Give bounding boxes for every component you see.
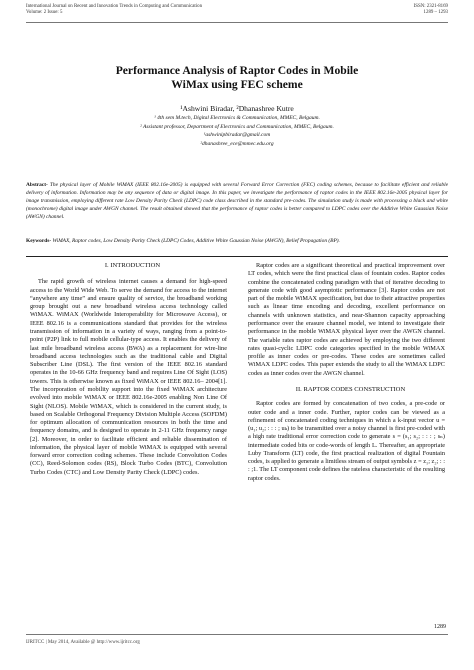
affiliation-block: [40, 114, 434, 148]
author-email-2: ²dhanashree_ece@mmec.edu.org: [200, 140, 274, 147]
journal-name: International Journal on Recent and Innovation Trends in Computing and Communication: [26, 4, 203, 9]
header-rule: [26, 22, 448, 23]
keywords-text: WiMAX, Raptor codes, Low Density Parity Check (LDPC) Codes, Additive White Gaussian Noise (AWGN), Belief Propagation (BP).: [51, 238, 340, 244]
page-number: 1289: [434, 624, 446, 630]
raptor-intro-paragraph: Raptor codes are a significant theoretical and practical improvement over LT codes, which were the first practical class of fountain codes. Raptor codes combine the concatenated coding paradigm with that of iterative decoding to generate code with good asymptotic performance [3]. Raptor codes are not part of the mobile WiMAX specification, but due to their attractive properties such as linear time encoding and decoding, excellent performance on channels with unknown statistics, and near-Shannon capacity approaching performance over the erasure channel model, we intend to investigate their performance in the mobile WiMAX physical layer over the AWGN channel. The variable rates raptor codes are achieved by employing the two different rates quasi-cyclic LDPC code categories specified in the mobile WiMAX profile as inner codes or pre-codes. These codes are sometimes called WiMAX LDPC codes. This paper extends the study to all the WiMAX LDPC codes as inner codes over the AWGN channel.: [248, 262, 445, 377]
abstract-text: The physical layer of Mobile WiMAX (IEEE 802.16e-2005) is equipped with several Forward Error Correction (FEC) coding schemes, because to facilitate efficient and reliable delivery of information. Information may be any sequence of data or digital image. In this paper, we investigate the performance of raptor codes in the IEEE 802.16e-2005 physical layer for image transmission, employing different rate Low Density Parity Check (LDPC) code class described in the standard pre-codes. The simulation study is made with processing a black and white (monochrome) digital image under AWGN channel. The result obtained showed that the performance of raptor codes is better compared to LDPC codes over the Additive White Gaussian Noise (AWGN) channel.: [26, 182, 448, 220]
running-header-right: [414, 4, 448, 16]
journal-issn: ISSN: 2321-8169: [413, 4, 448, 9]
raptor-construction-paragraph: Raptor codes are formed by concatenation of two codes, a pre-code or outer code and a inner code. Further, raptor codes can be viewed as a refinement of concatenated coding techniques in which a k-input vector u = (u₁; u₂; : : : ; uₖ) to be transmitted over a noisy channel is first pre-coded with a high rate traditional error correction code to generate s = (s₁; s₂; : : : ; sₙ) intermediate coded bits or code-words of length L. Thereafter, an appropriate Luby Transform (LT) code, the first practical realization of digital Fountain codes, is applied to generate a limitless stream of output symbols z = z₁; z₂; : : : ;1. The LT component code defines the rateless characteristic of the resulting raptor codes.: [248, 400, 445, 482]
running-header-left: [26, 4, 202, 16]
right-column: [248, 262, 445, 622]
introduction-paragraph: The rapid growth of wireless internet causes a demand for high-speed access to the World Wide Web. To serve the demand for access to the internet “anywhere any time” and ensure quality of service, the broadband working group brought out a new broadband wireless access technology called WiMAX. WiMAX (Worldwide Interoperability for Microwave Access), or IEEE 802.16 is a communications standard that provides for the wireless transmission of information in a variety of ways, ranging from a point-to-point (P2P) link to full mobile cellular-type access. It enables the delivery of last mile broadband wireless access (BWA) as a replacement for wire-line broadband access technologies such as the traditional cable and Digital Subscriber Line (DSL). The first version of the IEEE 802.16 standard operates in the 10-66 GHz frequency band and requires Line Of Sight (LOS) towers. This is otherwise known as fixed WiMAX or IEEE 802.16– 2004[1]. The incorporation of mobility support into the fixed WiMAX architecture evolved into mobile WiMAX or IEEE 802.16e-2005 enabling Non Line Of Sight (NLOS). Mobile WiMAX, which is considered in the current study, is based on Scalable Orthogonal Frequency Division Multiple Access (SOFDM) for optimum allocation of communication resources in both the time and frequency domains, and is designed to operate in 2-11 GHz frequency range [2]. Moreover, in order to facilitate efficient and reliable dissemination of information, the physical layer of mobile WiMAX is equipped with several forward error correction coding schemes. These include Convolution Codes (CC), Reed-Solomon codes (RS), Block Turbo Codes (BTC), Convolution Turbo Codes (CTC) and Low Density Parity Check (LDPC) codes.: [30, 278, 227, 476]
left-column: [30, 262, 227, 622]
abstract-separator: [26, 256, 448, 257]
author-email-1: ¹ashwinipbiradar@gmail.com: [203, 132, 271, 138]
footer-rule: [26, 634, 448, 635]
section-heading-introduction: I. INTRODUCTION: [104, 262, 161, 269]
affiliation-2: ² Assistant professor, Department of Electronics and Communication, MMEC, Belgaum.: [140, 123, 334, 130]
journal-volume: Volume: 2 Issue: 5: [26, 10, 63, 16]
author-list: ¹Ashwini Biradar, ²Dhanashree Kutre: [180, 104, 294, 113]
abstract: [26, 182, 448, 222]
journal-pages: 1289 – 1293: [423, 10, 448, 16]
keywords-label: Keywords-: [26, 238, 52, 244]
paper-title-line-2: WiMax using FEC scheme: [171, 77, 303, 91]
footer-text: IJRITCC | May 2014, Available @ http://www.ijritcc.org: [26, 640, 140, 645]
section-heading-raptor-construction: II. RAPTOR CODES CONSTRUCTION: [295, 385, 406, 393]
affiliation-1: ¹ 4th sem M.tech, Digital Electronics & Communication, MMEC, Belgaum.: [154, 115, 320, 121]
keywords: [26, 238, 448, 246]
abstract-label: Abstract-: [26, 182, 48, 188]
paper-title: [30, 64, 444, 91]
paper-title-line-1: Performance Analysis of Raptor Codes in Mobile: [115, 64, 359, 77]
